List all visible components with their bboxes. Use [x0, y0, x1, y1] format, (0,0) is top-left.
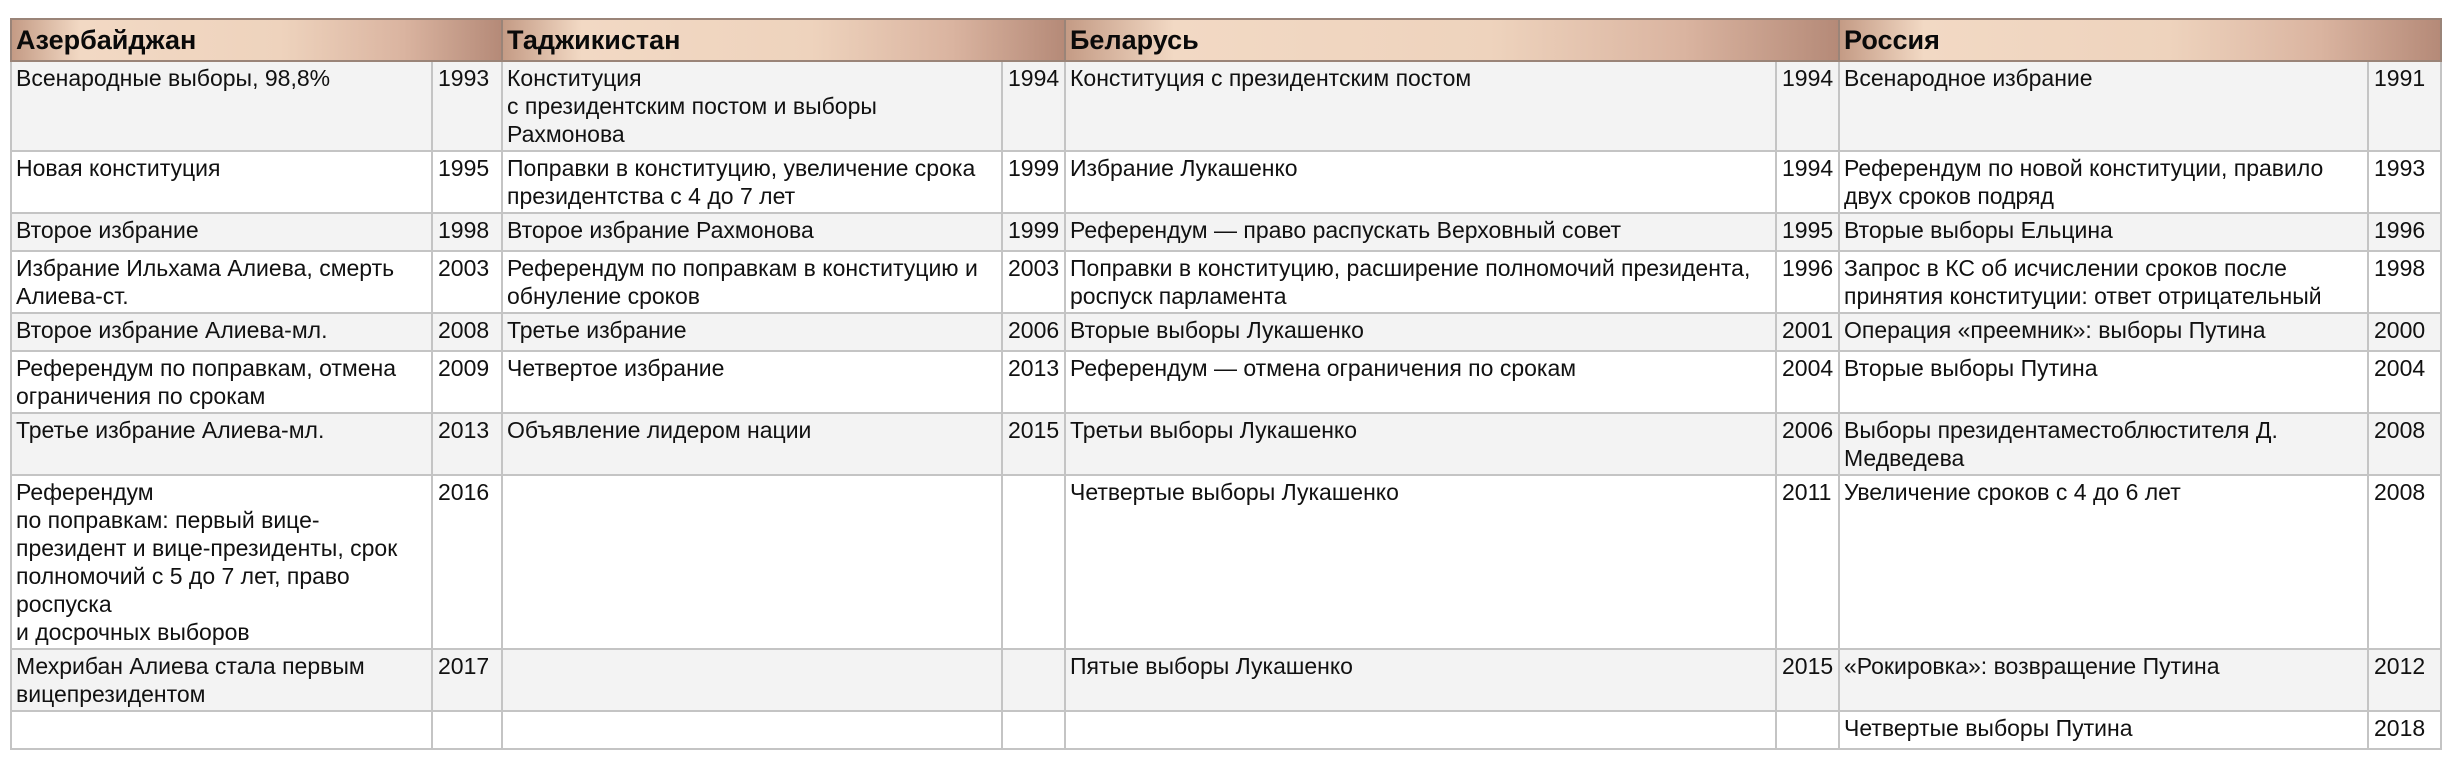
- event-text: Конституция с президентским постом и выборы Рахмонова: [507, 65, 877, 147]
- year-cell-azerbaijan: [432, 711, 502, 749]
- event-text: Референдум по новой конституции, правило двух сроков подряд: [1844, 155, 2324, 209]
- event-text: Поправки в конституцию, расширение полномочий президента, роспуск парламента: [1070, 255, 1751, 309]
- header-azerbaijan: Азербайджан: [11, 19, 502, 61]
- event-text: Второе избрание Алиева-мл.: [16, 317, 328, 343]
- year-cell-belarus: 2006: [1776, 413, 1839, 475]
- table-row: [11, 711, 2441, 749]
- event-text: Увеличение сроков с 4 до 6 лет: [1844, 479, 2181, 505]
- event-text: Четвертые выборы Путина: [1844, 715, 2133, 741]
- table-row: [11, 213, 2441, 251]
- event-cell-tajikistan: [502, 151, 1002, 213]
- event-text: Референдум по поправкам: первый вице-президент и вице-президенты, срок полномочий с 5 до 7 лет, право роспуска и досрочных выборов: [16, 479, 398, 645]
- year-cell-russia: 2018: [2368, 711, 2441, 749]
- year-cell-tajikistan: [1002, 475, 1065, 649]
- year-cell-russia: 2004: [2368, 351, 2441, 413]
- event-cell-belarus: [1065, 61, 1776, 151]
- event-text: Четвертые выборы Лукашенко: [1070, 479, 1399, 505]
- event-cell-russia: [1839, 649, 2368, 711]
- year-cell-azerbaijan: 2009: [432, 351, 502, 413]
- table-body: [11, 61, 2441, 749]
- event-cell-azerbaijan: [11, 251, 432, 313]
- table-row: [11, 413, 2441, 475]
- event-cell-azerbaijan: [11, 475, 432, 649]
- table-row: [11, 251, 2441, 313]
- year-cell-azerbaijan: 1998: [432, 213, 502, 251]
- event-text: Третье избрание Алиева-мл.: [16, 417, 325, 443]
- event-cell-azerbaijan: [11, 413, 432, 475]
- event-cell-russia: [1839, 251, 2368, 313]
- year-cell-russia: 2008: [2368, 413, 2441, 475]
- event-cell-tajikistan: [502, 413, 1002, 475]
- presidential-terms-table: [10, 18, 2442, 750]
- table-row: [11, 61, 2441, 151]
- event-text: Пятые выборы Лукашенко: [1070, 653, 1353, 679]
- event-text: Операция «преемник»: выборы Путина: [1844, 317, 2266, 343]
- year-cell-belarus: 2011: [1776, 475, 1839, 649]
- year-cell-tajikistan: 1999: [1002, 151, 1065, 213]
- year-cell-azerbaijan: 2016: [432, 475, 502, 649]
- event-cell-russia: [1839, 413, 2368, 475]
- event-text: Второе избрание Рахмонова: [507, 217, 814, 243]
- table-row: [11, 351, 2441, 413]
- year-cell-belarus: 2004: [1776, 351, 1839, 413]
- year-cell-russia: 1991: [2368, 61, 2441, 151]
- event-cell-russia: [1839, 61, 2368, 151]
- year-cell-russia: 1993: [2368, 151, 2441, 213]
- year-cell-tajikistan: 2003: [1002, 251, 1065, 313]
- event-text: «Рокировка»: возвращение Путина: [1844, 653, 2220, 679]
- table-row: [11, 313, 2441, 351]
- event-text: Запрос в КС об исчислении сроков после принятия конституции: ответ отрицательный: [1844, 255, 2322, 309]
- header-belarus: Беларусь: [1065, 19, 1839, 61]
- event-text: Всенародное избрание: [1844, 65, 2093, 91]
- event-text: Всенародные выборы, 98,8%: [16, 65, 331, 91]
- year-cell-azerbaijan: 2013: [432, 413, 502, 475]
- event-cell-tajikistan: [502, 313, 1002, 351]
- event-cell-tajikistan: [502, 711, 1002, 749]
- year-cell-tajikistan: 2006: [1002, 313, 1065, 351]
- event-text: Избрание Ильхама Алиева, смерть Алиева-ст.: [16, 255, 395, 309]
- year-cell-tajikistan: 2013: [1002, 351, 1065, 413]
- event-text: Объявление лидером нации: [507, 417, 812, 443]
- event-cell-tajikistan: [502, 649, 1002, 711]
- event-text: Избрание Лукашенко: [1070, 155, 1298, 181]
- event-cell-belarus: [1065, 711, 1776, 749]
- header-row: [11, 19, 2441, 61]
- event-cell-azerbaijan: [11, 313, 432, 351]
- event-cell-belarus: [1065, 649, 1776, 711]
- year-cell-belarus: 2015: [1776, 649, 1839, 711]
- event-text: Вторые выборы Путина: [1844, 355, 2098, 381]
- header-russia: Россия: [1839, 19, 2441, 61]
- year-cell-tajikistan: [1002, 649, 1065, 711]
- header-tajikistan: Таджикистан: [502, 19, 1065, 61]
- year-cell-tajikistan: 1994: [1002, 61, 1065, 151]
- event-cell-tajikistan: [502, 351, 1002, 413]
- year-cell-russia: 2012: [2368, 649, 2441, 711]
- event-text: Референдум по поправкам в конституцию и обнуление сроков: [507, 255, 978, 309]
- event-text: Референдум по поправкам, отмена ограничения по срокам: [16, 355, 396, 409]
- event-cell-russia: [1839, 213, 2368, 251]
- event-cell-russia: [1839, 351, 2368, 413]
- year-cell-belarus: 1994: [1776, 151, 1839, 213]
- year-cell-azerbaijan: 2017: [432, 649, 502, 711]
- year-cell-tajikistan: [1002, 711, 1065, 749]
- event-cell-russia: [1839, 313, 2368, 351]
- event-cell-belarus: [1065, 251, 1776, 313]
- event-text: Референдум — отмена ограничения по срокам: [1070, 355, 1577, 381]
- event-cell-belarus: [1065, 313, 1776, 351]
- year-cell-azerbaijan: 2008: [432, 313, 502, 351]
- event-text: Четвертое избрание: [507, 355, 725, 381]
- table-row: [11, 649, 2441, 711]
- year-cell-belarus: [1776, 711, 1839, 749]
- year-cell-belarus: 1994: [1776, 61, 1839, 151]
- year-cell-russia: 1998: [2368, 251, 2441, 313]
- event-cell-azerbaijan: [11, 649, 432, 711]
- event-cell-belarus: [1065, 413, 1776, 475]
- table-row: [11, 475, 2441, 649]
- event-text: Второе избрание: [16, 217, 199, 243]
- year-cell-azerbaijan: 1993: [432, 61, 502, 151]
- event-text: Третье избрание: [507, 317, 687, 343]
- event-cell-azerbaijan: [11, 61, 432, 151]
- year-cell-azerbaijan: 1995: [432, 151, 502, 213]
- event-cell-russia: [1839, 151, 2368, 213]
- event-text: Новая конституция: [16, 155, 221, 181]
- table-row: [11, 151, 2441, 213]
- year-cell-russia: 2000: [2368, 313, 2441, 351]
- event-cell-belarus: [1065, 475, 1776, 649]
- event-text: Выборы президентаместоблюстителя Д. Медведева: [1844, 417, 2278, 471]
- year-cell-azerbaijan: 2003: [432, 251, 502, 313]
- event-cell-azerbaijan: [11, 151, 432, 213]
- event-text: Референдум — право распускать Верховный совет: [1070, 217, 1622, 243]
- year-cell-russia: 1996: [2368, 213, 2441, 251]
- event-cell-tajikistan: [502, 61, 1002, 151]
- year-cell-tajikistan: 1999: [1002, 213, 1065, 251]
- event-text: Вторые выборы Лукашенко: [1070, 317, 1364, 343]
- event-cell-tajikistan: [502, 213, 1002, 251]
- year-cell-russia: 2008: [2368, 475, 2441, 649]
- event-cell-russia: [1839, 711, 2368, 749]
- event-text: Третьи выборы Лукашенко: [1070, 417, 1358, 443]
- year-cell-belarus: 2001: [1776, 313, 1839, 351]
- event-text: Вторые выборы Ельцина: [1844, 217, 2113, 243]
- event-text: Конституция с президентским постом: [1070, 65, 1472, 91]
- event-text: Поправки в конституцию, увеличение срока президентства с 4 до 7 лет: [507, 155, 976, 209]
- event-text: Мехрибан Алиева стала первым вицепрезидентом: [16, 653, 365, 707]
- event-cell-azerbaijan: [11, 213, 432, 251]
- year-cell-belarus: 1996: [1776, 251, 1839, 313]
- table-wrapper: [10, 18, 2440, 750]
- year-cell-belarus: 1995: [1776, 213, 1839, 251]
- event-cell-azerbaijan: [11, 711, 432, 749]
- event-cell-russia: [1839, 475, 2368, 649]
- event-cell-belarus: [1065, 213, 1776, 251]
- year-cell-tajikistan: 2015: [1002, 413, 1065, 475]
- event-cell-tajikistan: [502, 251, 1002, 313]
- event-cell-belarus: [1065, 151, 1776, 213]
- event-cell-belarus: [1065, 351, 1776, 413]
- event-cell-azerbaijan: [11, 351, 432, 413]
- event-cell-tajikistan: [502, 475, 1002, 649]
